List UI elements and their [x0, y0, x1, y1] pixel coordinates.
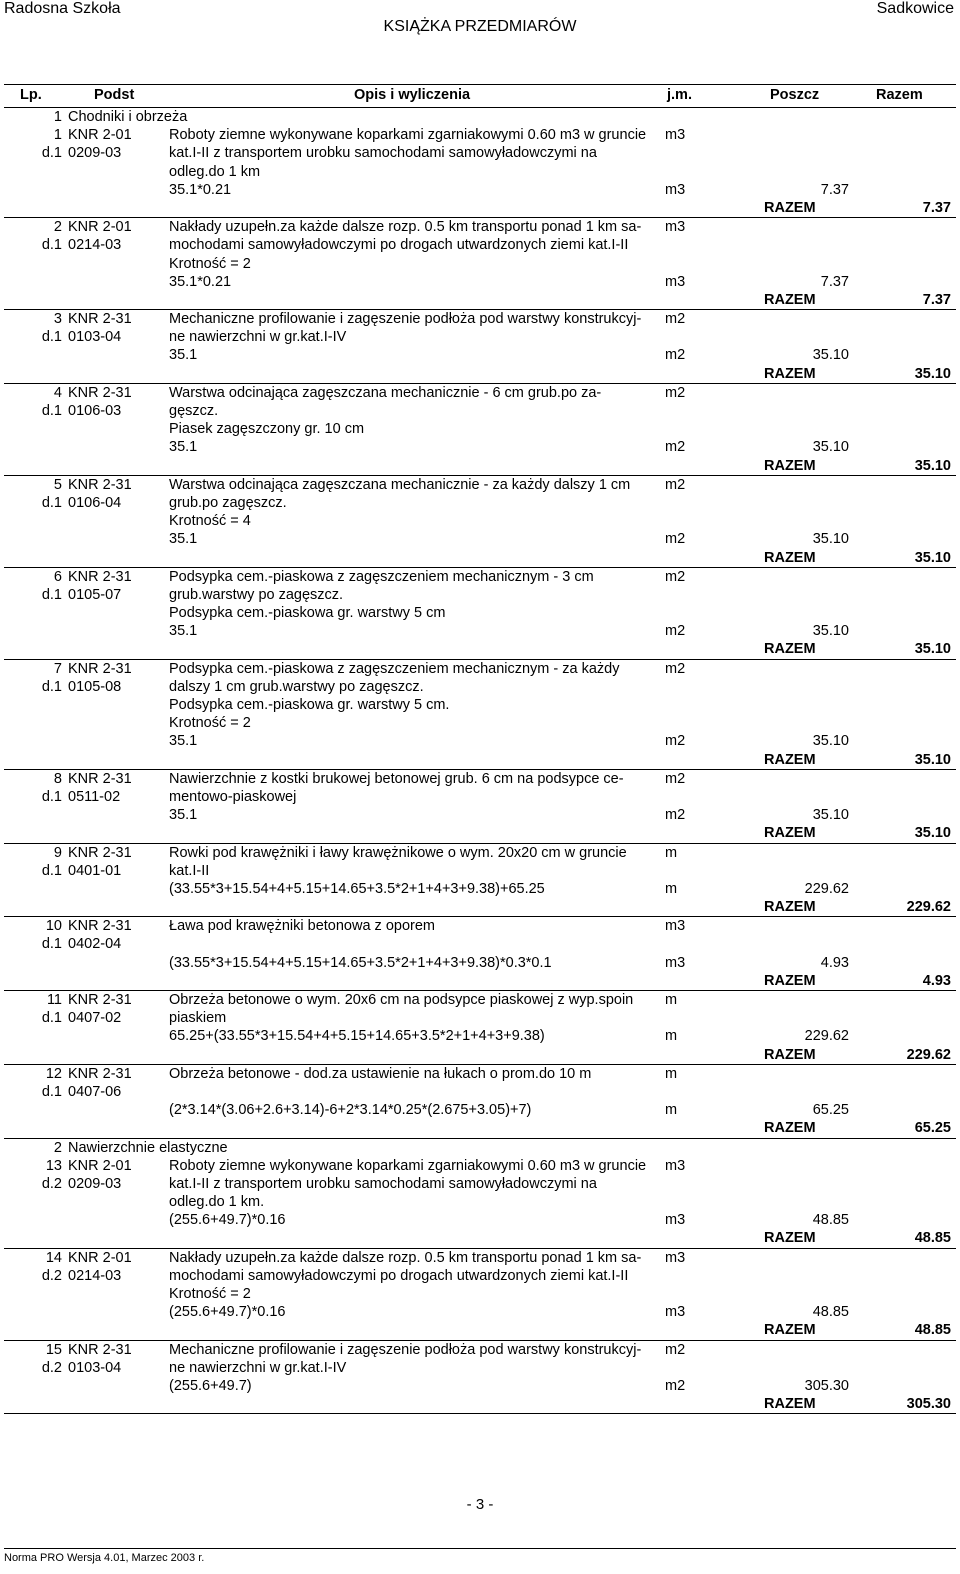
item-number: d.1: [41, 494, 62, 511]
basis-code: 0401-01: [68, 862, 122, 879]
description: (255.6+49.7)*0.16: [169, 1304, 286, 1321]
description: Nawierzchnie z kostki brukowej betonowej grub. 6 cm na podsypce ce-: [169, 770, 624, 787]
section-number: 2: [53, 1139, 62, 1156]
item-number: d.1: [41, 237, 62, 254]
item-number: d.2: [41, 1175, 62, 1192]
basis-code: KNR 2-31: [68, 568, 132, 585]
table-row: [4, 255, 956, 273]
basis-code: 0105-08: [68, 678, 122, 695]
description: odleg.do 1 km: [169, 163, 261, 180]
description: gęszcz.: [169, 403, 219, 419]
table-row: [4, 954, 956, 972]
table-row: [4, 476, 956, 494]
table-row: [4, 880, 956, 898]
basis-code: 0209-03: [68, 1175, 122, 1192]
table-row: [4, 310, 956, 328]
item-number: 7: [53, 660, 62, 677]
table-row: [4, 1267, 956, 1285]
table-header: [4, 84, 956, 108]
item-number: d.1: [41, 403, 62, 419]
item-number: d.1: [41, 862, 62, 879]
table-row: [4, 1249, 956, 1267]
description: 35.1: [169, 347, 198, 364]
table-row: [4, 328, 956, 346]
unit: m: [665, 844, 678, 861]
col-jm: j.m.: [667, 87, 692, 103]
table-row: [4, 1101, 956, 1119]
description: 35.1: [169, 531, 198, 548]
razem-label: RAZEM: [764, 641, 816, 658]
basis-code: KNR 2-31: [68, 384, 132, 401]
table-row: [4, 1341, 956, 1359]
description: mentowo-piaskowej: [169, 788, 297, 805]
section-number: 1: [53, 109, 62, 125]
partial-value: 7.37: [820, 181, 849, 198]
description: Podsypka cem.-piaskowa z zagęszczeniem mechanicznym - 3 cm: [169, 568, 594, 585]
table-body: [4, 108, 956, 1414]
partial-value: 4.93: [820, 954, 849, 971]
razem-value: 65.25: [914, 1120, 951, 1137]
item-number: 6: [53, 568, 62, 585]
table-row: [4, 1211, 956, 1229]
description: 35.1: [169, 733, 198, 750]
col-opis: Opis i wyliczenia: [354, 87, 471, 103]
description: 35.1: [169, 439, 198, 456]
description: kat.I-II: [169, 862, 210, 879]
basis-code: KNR 2-31: [68, 770, 132, 787]
description: (33.55*3+15.54+4+5.15+14.65+3.5*2+1+4+3+9.38)+65.25: [169, 880, 545, 897]
table-row: [4, 788, 956, 806]
description: kat.I-II z transportem urobku samochodami samowyładowczymi na: [169, 1175, 597, 1192]
razem-value: 48.85: [914, 1230, 951, 1247]
basis-code: KNR 2-31: [68, 476, 132, 493]
basis-code: 0209-03: [68, 145, 122, 162]
table-row: [4, 126, 956, 144]
description: 35.1: [169, 807, 198, 824]
table-row: [4, 586, 956, 604]
section-title: Nawierzchnie elastyczne: [68, 1139, 228, 1156]
description: grub.po zagęszcz.: [169, 494, 287, 511]
table-row: [4, 1157, 956, 1175]
description: Podsypka cem.-piaskowa z zagęszczeniem mechanicznym - za każdy: [169, 660, 620, 677]
table-row: [4, 1175, 956, 1193]
basis-code: KNR 2-31: [68, 918, 132, 935]
razem-value: 7.37: [922, 291, 951, 308]
unit: m2: [665, 733, 686, 750]
item-number: 5: [53, 476, 62, 493]
razem-row: [4, 1229, 956, 1247]
item-number: d.1: [41, 1010, 62, 1027]
unit: m2: [665, 384, 686, 401]
item-number: d.1: [41, 1083, 62, 1100]
table-row: [4, 1303, 956, 1321]
razem-row: [4, 972, 956, 990]
basis-code: 0103-04: [68, 329, 122, 346]
item-number: d.1: [41, 678, 62, 695]
razem-label: RAZEM: [764, 291, 816, 308]
table-row: [4, 604, 956, 622]
partial-value: 35.10: [812, 623, 849, 640]
unit: m: [665, 880, 678, 897]
razem-label: RAZEM: [764, 899, 816, 916]
table-row: [4, 346, 956, 364]
col-podst: Podst: [94, 87, 135, 103]
table-row: [4, 530, 956, 548]
table-row: [4, 1285, 956, 1303]
basis-code: KNR 2-31: [68, 1341, 132, 1358]
razem-value: 35.10: [914, 549, 951, 566]
table-row: [4, 1065, 956, 1083]
razem-value: 229.62: [906, 1046, 951, 1063]
company-name: Radosna Szkoła: [4, 0, 121, 17]
table-row: [4, 844, 956, 862]
basis-code: 0106-04: [68, 494, 122, 511]
table-row: [4, 1193, 956, 1211]
razem-label: RAZEM: [764, 1322, 816, 1339]
unit: m3: [665, 273, 686, 290]
partial-value: 48.85: [812, 1304, 849, 1321]
table-row: [4, 1027, 956, 1045]
partial-value: 35.10: [812, 807, 849, 824]
unit: m2: [665, 807, 686, 824]
table-row: [4, 1083, 956, 1101]
item-number: d.2: [41, 1267, 62, 1284]
description: (255.6+49.7)*0.16: [169, 1212, 286, 1229]
item-number: 9: [53, 844, 62, 861]
description: Roboty ziemne wykonywane koparkami zgarniakowymi 0.60 m3 w gruncie: [169, 1157, 647, 1174]
unit: m2: [665, 1341, 686, 1358]
item-number: d.1: [41, 586, 62, 603]
table-row: [4, 678, 956, 696]
description: 35.1*0.21: [169, 273, 232, 290]
table-row: [4, 236, 956, 254]
footer-rule: [4, 1548, 956, 1549]
razem-row: [4, 365, 956, 383]
description: Krotność = 4: [169, 513, 251, 530]
col-lp: Lp.: [20, 87, 42, 103]
razem-label: RAZEM: [764, 457, 816, 474]
basis-code: 0407-02: [68, 1010, 122, 1027]
description: Podsypka cem.-piaskowa gr. warstwy 5 cm.: [169, 697, 450, 713]
description: Nakłady uzupełn.za każde dalsze rozp. 0.5 km transportu ponad 1 km sa-: [169, 219, 642, 236]
razem-value: 229.62: [906, 899, 951, 916]
item-number: 12: [45, 1065, 62, 1082]
table-row: [4, 770, 956, 788]
partial-value: 35.10: [812, 531, 849, 548]
table-row: [4, 218, 956, 236]
basis-code: KNR 2-01: [68, 1249, 132, 1266]
description: Piasek zagęszczony gr. 10 cm: [169, 421, 365, 438]
table-row: [4, 862, 956, 880]
razem-label: RAZEM: [764, 1230, 816, 1247]
razem-label: RAZEM: [764, 1120, 816, 1137]
item-number: 3: [53, 311, 62, 328]
basis-code: 0214-03: [68, 237, 122, 254]
unit: m3: [665, 1304, 686, 1321]
description: Podsypka cem.-piaskowa gr. warstwy 5 cm: [169, 605, 446, 622]
item-number: 14: [45, 1249, 62, 1266]
partial-value: 48.85: [812, 1212, 849, 1229]
table-row: [4, 991, 956, 1009]
description: 35.1: [169, 623, 198, 640]
description: Obrzeża betonowe o wym. 20x6 cm na podsypce piaskowej z wyp.spoin: [169, 992, 634, 1008]
table-row: [4, 512, 956, 530]
table-row: [4, 660, 956, 678]
unit: m2: [665, 568, 686, 585]
description: ne nawierzchni w gr.kat.I-IV: [169, 329, 347, 346]
razem-label: RAZEM: [764, 751, 816, 768]
razem-row: [4, 640, 956, 658]
table-row: [4, 917, 956, 935]
razem-row: [4, 549, 956, 567]
partial-value: 35.10: [812, 439, 849, 456]
partial-value: 7.37: [820, 273, 849, 290]
razem-row: [4, 751, 956, 769]
item-number: 11: [46, 992, 62, 1008]
table-row: [4, 1359, 956, 1377]
item-number: 8: [53, 770, 62, 787]
unit: m3: [665, 1212, 686, 1229]
razem-row: [4, 1395, 956, 1413]
description: Krotność = 2: [169, 255, 251, 272]
unit: m3: [665, 127, 686, 144]
table-row: [4, 714, 956, 732]
basis-code: 0103-04: [68, 1359, 122, 1376]
description: dalszy 1 cm grub.warstwy po zagęszcz.: [169, 678, 424, 695]
description: (33.55*3+15.54+4+5.15+14.65+3.5*2+1+4+3+9.38)*0.3*0.1: [169, 954, 552, 971]
table-row: [4, 1377, 956, 1395]
table-row: [4, 163, 956, 181]
item-number: 4: [53, 384, 62, 401]
description: Warstwa odcinająca zagęszczana mechanicznie - za każdy dalszy 1 cm: [169, 476, 631, 493]
razem-row: [4, 824, 956, 842]
table-row: [4, 935, 956, 953]
razem-label: RAZEM: [764, 825, 816, 842]
description: Roboty ziemne wykonywane koparkami zgarniakowymi 0.60 m3 w gruncie: [169, 127, 647, 144]
razem-value: 305.30: [906, 1396, 951, 1413]
description: Mechaniczne profilowanie i zagęszenie podłoża pod warstwy konstrukcyj-: [169, 311, 642, 328]
description: odleg.do 1 km.: [169, 1194, 265, 1211]
razem-value: 35.10: [914, 825, 951, 842]
partial-value: 65.25: [812, 1102, 849, 1119]
unit: m2: [665, 476, 686, 493]
item-number: d.1: [41, 145, 62, 162]
basis-code: 0402-04: [68, 936, 122, 953]
basis-code: KNR 2-31: [68, 660, 132, 677]
partial-value: 305.30: [804, 1377, 849, 1394]
unit: m: [665, 1102, 678, 1119]
razem-value: 35.10: [914, 365, 951, 382]
table-row: [4, 622, 956, 640]
item-number: d.1: [41, 788, 62, 805]
unit: m: [665, 1028, 678, 1045]
unit: m2: [665, 439, 686, 456]
description: (2*3.14*(3.06+2.6+3.14)-6+2*3.14*0.25*(2.675+3.05)+7): [169, 1102, 532, 1119]
col-razem: Razem: [876, 87, 923, 103]
item-number: d.2: [41, 1359, 62, 1376]
basis-code: 0407-06: [68, 1083, 122, 1100]
basis-code: 0214-03: [68, 1267, 122, 1284]
unit: m3: [665, 219, 686, 236]
footer-text: Norma PRO Wersja 4.01, Marzec 2003 r.: [4, 1552, 205, 1564]
przedmiar-table: [4, 84, 956, 1414]
partial-value: 229.62: [804, 1028, 849, 1045]
description: Mechaniczne profilowanie i zagęszenie podłoża pod warstwy konstrukcyj-: [169, 1341, 642, 1358]
description: mochodami samowyładowczymi po drogach utwardzonych ziemi kat.I-II: [169, 237, 629, 254]
razem-label: RAZEM: [764, 199, 816, 216]
unit: m3: [665, 1157, 686, 1174]
description: 65.25+(33.55*3+15.54+4+5.15+14.65+3.5*2+1+4+3+9.38): [169, 1028, 545, 1045]
basis-code: 0106-03: [68, 403, 122, 419]
table-row: [4, 181, 956, 199]
description: Obrzeża betonowe - dod.za ustawienie na łukach o prom.do 10 m: [169, 1065, 592, 1082]
unit: m: [665, 1065, 678, 1082]
razem-row: [4, 291, 956, 309]
razem-row: [4, 199, 956, 217]
description: Rowki pod krawężniki i ławy krawężnikowe o wym. 20x20 cm w gruncie: [169, 844, 627, 861]
unit: m2: [665, 347, 686, 364]
partial-value: 35.10: [812, 733, 849, 750]
description: Warstwa odcinająca zagęszczana mechanicznie - 6 cm grub.po za-: [169, 384, 602, 401]
unit: m3: [665, 954, 686, 971]
basis-code: KNR 2-31: [68, 311, 132, 328]
basis-code: KNR 2-01: [68, 219, 132, 236]
razem-value: 35.10: [914, 641, 951, 658]
section-title: Chodniki i obrzeża: [68, 109, 188, 125]
table-bottom: [4, 1413, 956, 1414]
table-row: [4, 568, 956, 586]
description: grub.warstwy po zagęszcz.: [169, 586, 344, 603]
description: Krotność = 2: [169, 715, 251, 732]
unit: m3: [665, 918, 686, 935]
razem-value: 35.10: [914, 457, 951, 474]
razem-value: 48.85: [914, 1322, 951, 1339]
table-row: [4, 420, 956, 438]
table-row: [4, 144, 956, 162]
item-number: 1: [53, 127, 62, 144]
description: Krotność = 2: [169, 1286, 251, 1302]
razem-label: RAZEM: [764, 1046, 816, 1063]
description: piaskiem: [169, 1010, 227, 1027]
item-number: 2: [53, 219, 62, 236]
razem-label: RAZEM: [764, 365, 816, 382]
section-row: [4, 108, 956, 126]
unit: m3: [665, 1249, 686, 1266]
table-row: [4, 402, 956, 420]
item-number: 15: [45, 1341, 62, 1358]
razem-row: [4, 898, 956, 916]
item-number: d.1: [41, 936, 62, 953]
description: Ława pod krawężniki betonowa z oporem: [169, 918, 435, 935]
table-row: [4, 696, 956, 714]
unit: m2: [665, 770, 686, 787]
unit: m2: [665, 531, 686, 548]
description: Nakłady uzupełn.za każde dalsze rozp. 0.5 km transportu ponad 1 km sa-: [169, 1249, 642, 1266]
unit: m2: [665, 311, 686, 328]
unit: m3: [665, 181, 686, 198]
basis-code: KNR 2-31: [68, 1065, 132, 1082]
razem-label: RAZEM: [764, 1396, 816, 1413]
item-number: 10: [45, 918, 62, 935]
razem-value: 7.37: [922, 199, 951, 216]
razem-row: [4, 1321, 956, 1339]
basis-code: 0511-02: [68, 788, 121, 805]
table-row: [4, 384, 956, 402]
table-row: [4, 273, 956, 291]
unit: m: [665, 992, 678, 1008]
description: kat.I-II z transportem urobku samochodami samowyładowczymi na: [169, 145, 597, 162]
unit: m2: [665, 623, 686, 640]
partial-value: 229.62: [804, 880, 849, 897]
description: mochodami samowyładowczymi po drogach utwardzonych ziemi kat.I-II: [169, 1267, 629, 1284]
razem-row: [4, 1119, 956, 1137]
unit: m2: [665, 1377, 686, 1394]
description: 35.1*0.21: [169, 181, 232, 198]
table-row: [4, 494, 956, 512]
razem-label: RAZEM: [764, 549, 816, 566]
item-number: 13: [45, 1157, 62, 1174]
razem-label: RAZEM: [764, 972, 816, 989]
basis-code: KNR 2-31: [68, 992, 132, 1008]
item-number: d.1: [41, 329, 62, 346]
basis-code: KNR 2-01: [68, 127, 132, 144]
basis-code: 0105-07: [68, 586, 122, 603]
page-number: - 3 -: [466, 1496, 494, 1513]
document-title: KSIĄŻKA PRZEDMIARÓW: [383, 18, 577, 35]
col-poszcz: Poszcz: [770, 87, 820, 103]
razem-value: 4.93: [922, 972, 951, 989]
razem-row: [4, 1046, 956, 1064]
section-row: [4, 1139, 956, 1157]
basis-code: KNR 2-01: [68, 1157, 132, 1174]
description: ne nawierzchni w gr.kat.I-IV: [169, 1359, 347, 1376]
partial-value: 35.10: [812, 347, 849, 364]
table-row: [4, 732, 956, 750]
table-row: [4, 806, 956, 824]
location-name: Sadkowice: [876, 0, 954, 17]
basis-code: KNR 2-31: [68, 844, 132, 861]
unit: m2: [665, 660, 686, 677]
razem-row: [4, 457, 956, 475]
razem-value: 35.10: [914, 751, 951, 768]
description: (255.6+49.7): [169, 1377, 252, 1394]
table-row: [4, 438, 956, 456]
table-row: [4, 1009, 956, 1027]
